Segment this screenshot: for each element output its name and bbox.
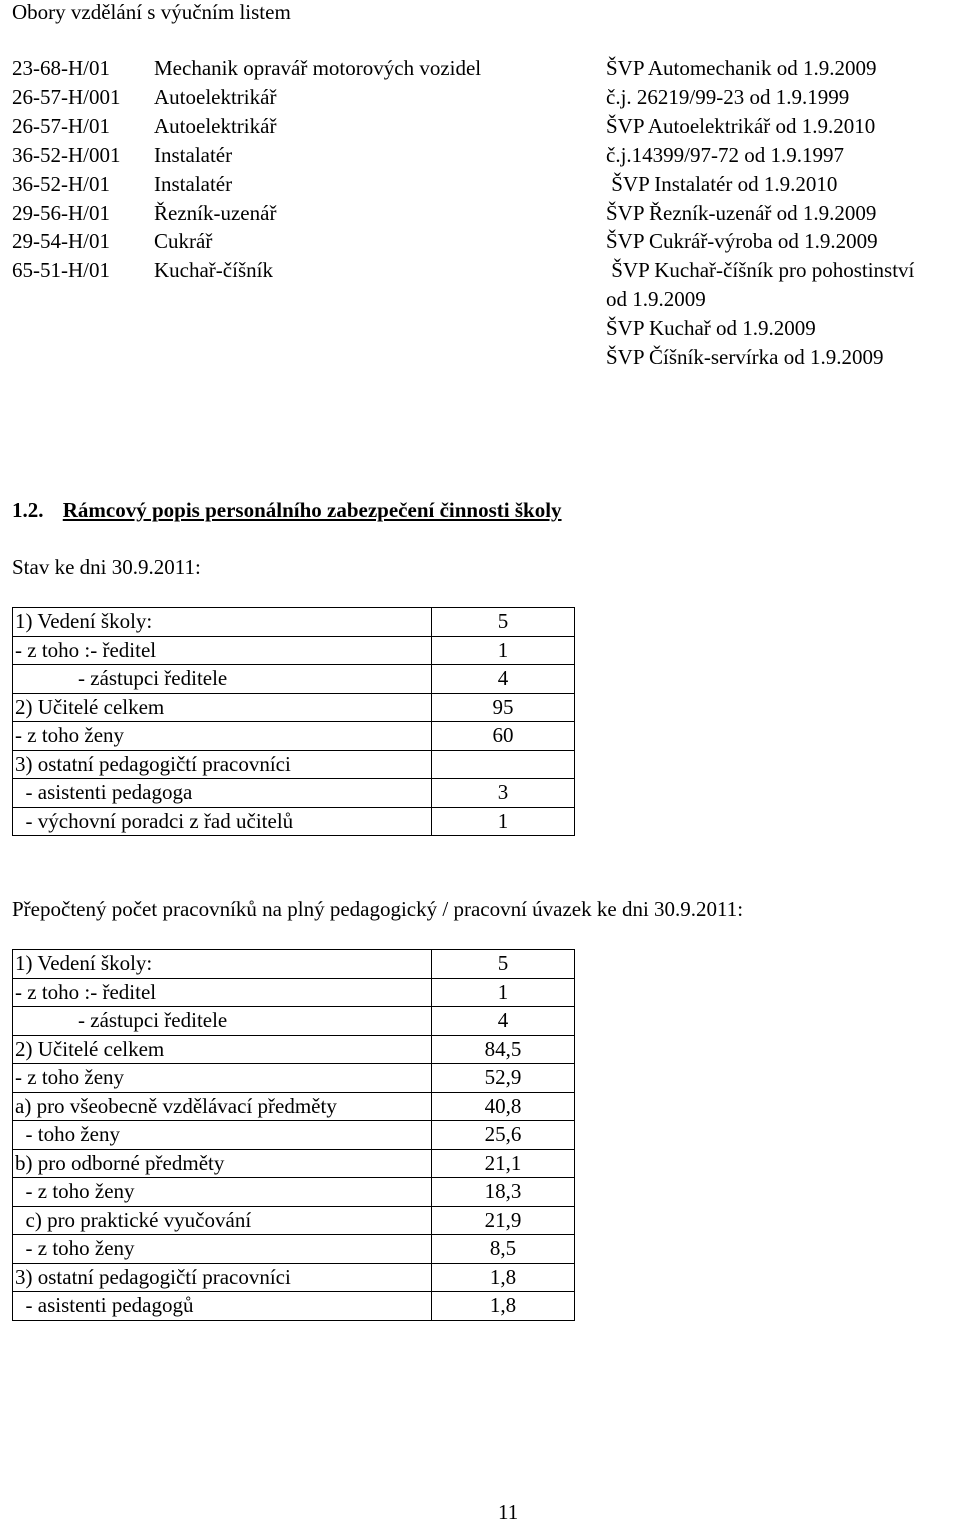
field-code: 65-51-H/01	[12, 258, 110, 283]
field-code: 36-52-H/001	[12, 142, 121, 167]
row-label: - zástupci ředitele	[13, 1007, 432, 1036]
staff-row	[13, 636, 575, 665]
staff-row	[13, 608, 575, 637]
staff-row	[13, 665, 575, 694]
staff-row	[13, 750, 575, 779]
field-svp: ŠVP Instalatér od 1.9.2010	[606, 171, 838, 196]
row-value: 18,3	[432, 1178, 575, 1207]
fte-row	[13, 1007, 575, 1036]
field-code: 29-56-H/01	[12, 200, 110, 225]
fte-row	[13, 1235, 575, 1264]
field-name: Řezník-uzenář	[154, 200, 277, 225]
fte-row	[13, 1092, 575, 1121]
row-label: 3) ostatní pedagogičtí pracovníci	[13, 750, 432, 779]
row-value: 60	[432, 722, 575, 751]
field-svp: ŠVP Cukrář-výroba od 1.9.2009	[606, 229, 878, 254]
row-label: - z toho :- ředitel	[13, 978, 432, 1007]
staff-row	[13, 779, 575, 808]
row-value: 5	[432, 608, 575, 637]
row-value: 21,1	[432, 1149, 575, 1178]
fte-row	[13, 1035, 575, 1064]
field-svp: č.j.14399/97-72 od 1.9.1997	[606, 142, 844, 167]
fte-label: Přepočtený počet pracovníků na plný pedagogický / pracovní úvazek ke dni 30.9.2011:	[12, 897, 744, 921]
field-row	[12, 260, 960, 376]
staff-row	[13, 693, 575, 722]
row-label: b) pro odborné předměty	[13, 1149, 432, 1178]
fte-row	[13, 1206, 575, 1235]
row-value: 1,8	[432, 1292, 575, 1321]
field-svp: č.j. 26219/99-23 od 1.9.1999	[606, 84, 850, 109]
row-value: 1	[432, 807, 575, 836]
row-label: c) pro praktické vyučování	[13, 1206, 432, 1235]
row-value: 84,5	[432, 1035, 575, 1064]
row-label: 1) Vedení školy:	[13, 608, 432, 637]
row-label: 2) Učitelé celkem	[13, 693, 432, 722]
row-label: - z toho :- ředitel	[13, 636, 432, 665]
field-row	[12, 171, 960, 203]
field-svp: ŠVP Kuchař-číšník pro pohostinství	[606, 258, 915, 283]
section-title-text: Rámcový popis personálního zabezpečení činnosti školy	[62, 498, 562, 522]
field-name: Mechanik opravář motorových vozidel	[154, 56, 482, 80]
fte-row	[13, 1121, 575, 1150]
row-value: 3	[432, 779, 575, 808]
row-label: - zástupci ředitele	[13, 665, 432, 694]
field-name: Autoelektrikář	[154, 84, 277, 109]
field-row	[12, 58, 960, 87]
field-row	[12, 200, 960, 232]
row-value: 25,6	[432, 1121, 575, 1150]
row-label: 3) ostatní pedagogičtí pracovníci	[13, 1263, 432, 1292]
row-label: - z toho ženy	[13, 1178, 432, 1207]
row-label: - asistenti pedagoga	[13, 779, 432, 808]
staff-table	[12, 607, 575, 836]
field-name: Instalatér	[154, 142, 233, 167]
row-value: 21,9	[432, 1206, 575, 1235]
section-number: 1.2.	[12, 498, 44, 522]
field-name: Autoelektrikář	[154, 113, 277, 138]
row-label: a) pro všeobecně vzdělávací předměty	[13, 1092, 432, 1121]
field-svp: ŠVP Automechanik od 1.9.2009	[606, 56, 877, 80]
field-name: Cukrář	[154, 229, 213, 254]
row-value	[432, 750, 575, 779]
field-row	[12, 113, 960, 145]
row-value: 8,5	[432, 1235, 575, 1264]
row-value: 4	[432, 665, 575, 694]
row-label: - výchovní poradci z řad učitelů	[13, 807, 432, 836]
field-code: 36-52-H/01	[12, 171, 110, 196]
fte-row	[13, 1178, 575, 1207]
field-svp: ŠVP Kuchař od 1.9.2009	[606, 316, 816, 341]
row-value: 1,8	[432, 1263, 575, 1292]
fte-row	[13, 950, 575, 979]
field-svp: od 1.9.2009	[606, 287, 706, 312]
field-name: Kuchař-číšník	[154, 258, 273, 283]
row-label: 1) Vedení školy:	[13, 950, 432, 979]
field-name: Instalatér	[154, 171, 233, 196]
row-label: - z toho ženy	[13, 1235, 432, 1264]
field-code: 26-57-H/001	[12, 84, 121, 109]
page-number: 11	[498, 1500, 519, 1524]
staff-row	[13, 722, 575, 751]
fte-row	[13, 1149, 575, 1178]
row-value: 95	[432, 693, 575, 722]
row-value: 5	[432, 950, 575, 979]
row-label: - asistenti pedagogů	[13, 1292, 432, 1321]
field-row	[12, 231, 960, 260]
field-svp: ŠVP Řezník-uzenář od 1.9.2009	[606, 200, 877, 225]
fte-row	[13, 1292, 575, 1321]
field-row	[12, 84, 960, 116]
fte-table	[12, 949, 575, 1321]
field-code: 29-54-H/01	[12, 229, 110, 254]
fields-heading: Obory vzdělání s výučním listem	[12, 0, 291, 24]
field-row	[12, 142, 960, 174]
section-title	[12, 500, 562, 521]
row-value: 52,9	[432, 1064, 575, 1093]
row-value: 4	[432, 1007, 575, 1036]
fte-row	[13, 1064, 575, 1093]
staff-row	[13, 807, 575, 836]
field-svp: ŠVP Číšník-servírka od 1.9.2009	[606, 344, 884, 369]
row-value: 40,8	[432, 1092, 575, 1121]
row-label: - z toho ženy	[13, 722, 432, 751]
field-code: 26-57-H/01	[12, 113, 110, 138]
state-label: Stav ke dni 30.9.2011:	[12, 555, 201, 579]
row-value: 1	[432, 978, 575, 1007]
field-code: 23-68-H/01	[12, 56, 110, 80]
field-svp: ŠVP Autoelektrikář od 1.9.2010	[606, 113, 876, 138]
row-value: 1	[432, 636, 575, 665]
fte-row	[13, 1263, 575, 1292]
row-label: 2) Učitelé celkem	[13, 1035, 432, 1064]
row-label: - toho ženy	[13, 1121, 432, 1150]
fte-row	[13, 978, 575, 1007]
row-label: - z toho ženy	[13, 1064, 432, 1093]
